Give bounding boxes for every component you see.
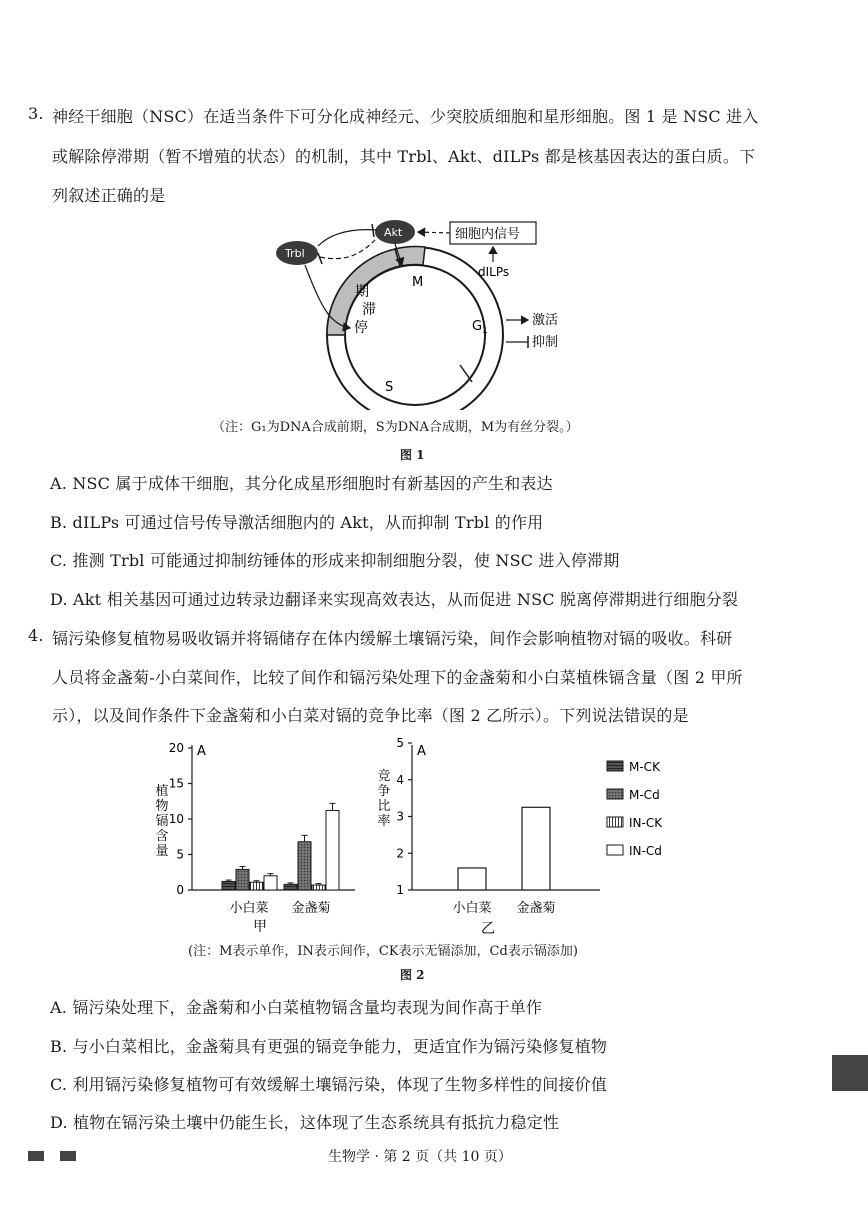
chart-jia-ylabel — [155, 783, 168, 859]
chart-yi-tick-label: 3 — [396, 809, 404, 824]
q4-stem-line-1: 镉污染修复植物易吸收镉并将镉储存在体内缓解土壤镉污染，间作会影响植物对镉的吸收。科研 — [52, 629, 733, 648]
chart-jia-bar — [222, 881, 235, 890]
legend-swatch — [607, 789, 623, 799]
chart-yi-bar — [522, 807, 550, 890]
chart-jia-corner-label: A — [197, 744, 206, 759]
chart-jia-ylabel-char: 植 — [155, 784, 169, 799]
q4-stem-line-2: 人员将金盏菊-小白菜间作，比较了间作和镉污染处理下的金盏菊和小白菜植株镉含量（图 2 甲所 — [52, 668, 743, 687]
q3-option-c: C. 推测 Trbl 可能通过抑制纺锤体的形成来抑制细胞分裂，使 NSC 进入停滞期 — [50, 551, 620, 570]
chart-jia — [150, 735, 360, 940]
trbl-label: Trbl — [285, 247, 305, 260]
q3-option-b: B. dILPs 可通过信号传导激活细胞内的 Akt，从而抑制 Trbl 的作用 — [50, 513, 544, 532]
chart-jia-tick-label: 20 — [168, 741, 184, 755]
m-phase-label: M — [412, 275, 424, 290]
legend-activate-label: 激活 — [532, 313, 559, 328]
chart-jia-ylabel-char: 物 — [155, 799, 169, 814]
chart-yi — [370, 735, 605, 940]
chart-yi-tick-label: 4 — [396, 772, 404, 787]
g1-phase-label: $G_1$ — [472, 319, 488, 336]
s-phase-label: S — [385, 380, 394, 395]
chart-jia-tick-label: 0 — [176, 883, 184, 897]
figure-2-legend — [605, 755, 705, 865]
chart-jia-bar — [298, 842, 311, 890]
intracellular-signal-label: 细胞内信号 — [455, 227, 521, 242]
chart-yi-ylabel-char: 率 — [377, 814, 391, 829]
chart-jia-ylabel-char: 量 — [155, 844, 169, 859]
chart-jia-bar — [284, 884, 297, 890]
akt-inhibit-trbl-line — [318, 230, 378, 246]
chart-jia-bar — [250, 882, 263, 890]
legend-label: IN-Cd — [629, 844, 662, 858]
chart-jia-category-label: 金盏菊 — [291, 901, 331, 916]
chart-jia-tick-label: 15 — [168, 776, 184, 791]
legend-inhibit-label: 抑制 — [532, 335, 559, 350]
q4-option-a: A. 镉污染处理下，金盏菊和小白菜植物镉含量均表现为间作高于单作 — [50, 998, 543, 1017]
chart-jia-bar — [236, 869, 249, 890]
chart-yi-ylabel-char: 比 — [377, 799, 391, 814]
g1-s-divider — [460, 365, 472, 382]
figure-2-note: (注：M表示单作，IN表示间作，CK表示无镉添加，Cd表示镉添加) — [188, 944, 578, 959]
chart-yi-corner-label: A — [417, 744, 426, 759]
legend-label: IN-CK — [629, 816, 663, 830]
trbl-inhibit-akt-line — [320, 240, 375, 259]
chart-yi-category-label: 金盏菊 — [516, 901, 556, 916]
figure-2-caption: 图 2 — [400, 968, 425, 982]
legend-label: M-Cd — [629, 788, 660, 802]
q4-option-d: D. 植物在镉污染土壤中仍能生长，这体现了生态系统具有抵抗力稳定性 — [50, 1113, 560, 1132]
stall-char-1: 期 — [355, 284, 369, 300]
chart-jia-tick-label: 10 — [168, 812, 184, 826]
stall-char-2: 滞 — [362, 302, 376, 318]
q4-option-c: C. 利用镉污染修复植物可有效缓解土壤镉污染，体现了生物多样性的间接价值 — [50, 1075, 608, 1094]
legend-label: M-CK — [629, 760, 660, 774]
chart-yi-category-label: 小白菜 — [452, 901, 492, 916]
side-tab-marker — [832, 1055, 868, 1091]
signal-to-akt-arrow — [418, 232, 450, 233]
chart-yi-tick-label: 2 — [396, 846, 404, 861]
page-footer: 生物学 · 第 2 页（共 10 页） — [328, 1149, 512, 1165]
chart-jia-bar — [326, 810, 339, 890]
legend-swatch — [607, 817, 623, 827]
q4-option-b: B. 与小白菜相比，金盏菊具有更强的镉竞争能力，更适宜作为镉污染修复植物 — [50, 1037, 608, 1056]
chart-yi-ylabel-char: 竞 — [377, 769, 391, 784]
legend-swatch — [607, 761, 623, 771]
q4-stem-line-3: 示），以及间作条件下金盏菊和小白菜对镉的竞争比率（图 2 乙所示）。下列说法错误的是 — [52, 706, 689, 725]
legend-swatch — [607, 845, 623, 855]
q3-option-a: A. NSC 属于成体干细胞，其分化成星形细胞时有新基因的产生和表达 — [50, 474, 553, 493]
chart-yi-bar — [458, 868, 486, 890]
chart-jia-ylabel-char: 镉 — [155, 814, 169, 829]
q3-number: 3. — [28, 104, 44, 123]
q4-number: 4. — [28, 626, 44, 645]
figure-1-caption: 图 1 — [400, 448, 425, 462]
figure-1-note: （注：G₁为DNA合成前期，S为DNA合成期，M为有丝分裂。） — [212, 420, 579, 435]
q3-stem-line-3: 列叙述正确的是 — [52, 186, 166, 205]
akt-label: Akt — [384, 226, 403, 239]
chart-yi-ylabel — [377, 769, 390, 829]
chart-yi-tick-label: 5 — [396, 736, 404, 750]
chart-jia-category-label: 小白菜 — [229, 901, 269, 916]
q3-stem-line-2: 或解除停滞期（暂不增殖的状态）的机制，其中 Trbl、Akt、dILPs 都是核基因表达的蛋白质。下 — [52, 147, 756, 166]
footer-mark-2 — [60, 1151, 76, 1161]
q3-stem-line-1: 神经干细胞（NSC）在适当条件下可分化成神经元、少突胶质细胞和星形细胞。图 1 是 NSC 进入 — [52, 107, 759, 126]
figure-1-diagram — [260, 210, 600, 410]
chart-jia-tick-label: 5 — [176, 847, 184, 862]
chart-jia-ylabel-char: 含 — [155, 829, 169, 844]
q3-option-d: D. Akt 相关基因可通过边转录边翻译来实现高效表达，从而促进 NSC 脱离停滞期进行细胞分裂 — [50, 590, 739, 609]
footer-mark-1 — [28, 1151, 44, 1161]
dilps-label: dILPs — [478, 265, 510, 279]
chart-jia-bar — [312, 885, 325, 890]
chart-yi-ylabel-char: 争 — [377, 784, 391, 799]
chart-yi-panel-label: 乙 — [481, 921, 495, 937]
stall-char-3: 停 — [354, 320, 368, 336]
chart-yi-tick-label: 1 — [396, 883, 404, 897]
chart-jia-bar — [264, 876, 277, 890]
chart-jia-panel-label: 甲 — [253, 919, 267, 935]
